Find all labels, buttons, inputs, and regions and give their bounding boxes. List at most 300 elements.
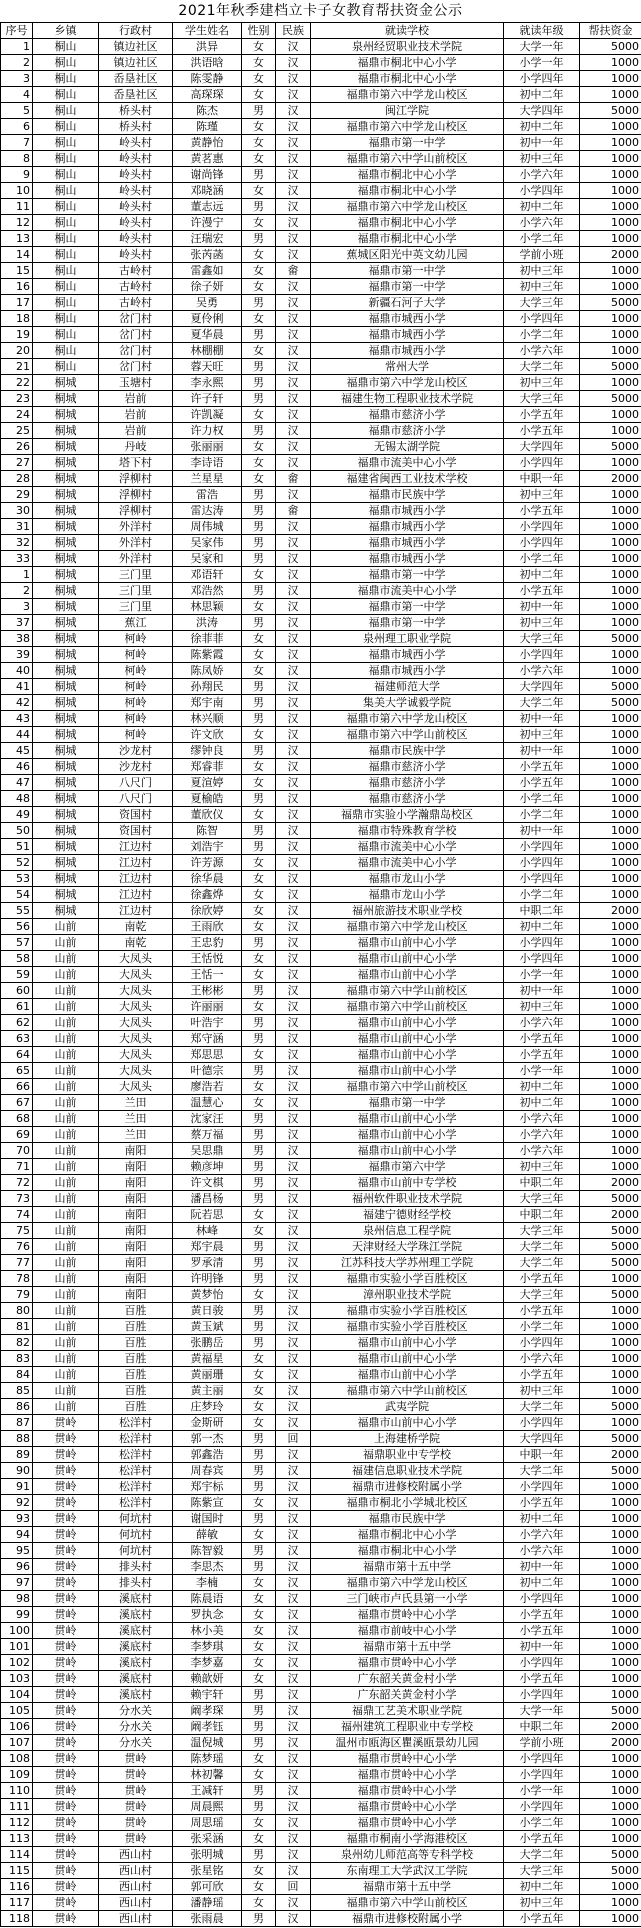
cell-township: 桐城 [33,775,99,791]
cell-gender: 男 [242,1847,276,1863]
cell-gender: 男 [242,487,276,503]
cell-student-name: 陈紫宣 [173,1495,242,1511]
table-row [1,1607,641,1623]
cell-ethnicity: 汉 [276,167,311,183]
cell-student-name: 罗执念 [173,1607,242,1623]
cell-village: 八尺门 [99,791,173,807]
cell-gender: 男 [242,295,276,311]
cell-index: 108 [1,1751,33,1767]
cell-ethnicity: 汉 [276,807,311,823]
cell-index: 50 [1,823,33,839]
cell-student-name: 蔡万福 [173,1127,242,1143]
cell-village: 岭头村 [99,215,173,231]
cell-village: 南阳 [99,1287,173,1303]
cell-student-name: 张鹏岳 [173,1335,242,1351]
cell-township: 山前 [33,983,99,999]
cell-amount: 1000 [580,871,641,887]
table-row [1,1287,641,1303]
cell-index: 45 [1,743,33,759]
cell-village: 贯岭 [99,1767,173,1783]
cell-ethnicity: 回 [276,1879,311,1895]
cell-gender: 女 [242,727,276,743]
cell-school: 福鼎市龙山小学 [311,871,504,887]
cell-grade: 中职二年 [504,1175,580,1191]
cell-amount: 2000 [580,247,641,263]
cell-township: 桐山 [33,279,99,295]
table-row [1,999,641,1015]
cell-school: 泉州幼儿师范高等专科学校 [311,1847,504,1863]
cell-student-name: 郑宇标 [173,1479,242,1495]
cell-amount: 5000 [580,103,641,119]
cell-index: 38 [1,631,33,647]
cell-village: 古岭村 [99,295,173,311]
cell-amount: 1000 [580,1079,641,1095]
cell-gender: 女 [242,1879,276,1895]
cell-ethnicity: 汉 [276,599,311,615]
cell-school: 福鼎市山前中心小学 [311,951,504,967]
table-row [1,679,641,695]
cell-village: 柯岭 [99,727,173,743]
cell-amount: 1000 [580,1303,641,1319]
cell-amount: 1000 [580,951,641,967]
cell-school: 福鼎市第六中学山前校区 [311,1895,504,1911]
cell-grade: 大学四年 [504,679,580,695]
table-row [1,1223,641,1239]
cell-student-name: 张丽丽 [173,439,242,455]
cell-ethnicity: 汉 [276,1655,311,1671]
cell-index: 4 [1,87,33,103]
cell-amount: 5000 [580,1431,641,1447]
cell-student-name: 雷浩 [173,487,242,503]
cell-index: 61 [1,999,33,1015]
cell-student-name: 陈智毅 [173,1543,242,1559]
cell-gender: 男 [242,1431,276,1447]
cell-township: 桐山 [33,311,99,327]
cell-student-name: 雷达涛 [173,503,242,519]
cell-school: 福鼎市民族中学 [311,743,504,759]
cell-student-name: 叶浩宇 [173,1015,242,1031]
cell-ethnicity: 汉 [276,343,311,359]
cell-school: 福鼎市流美中心小学 [311,855,504,871]
cell-ethnicity: 汉 [276,1703,311,1719]
cell-amount: 1000 [580,151,641,167]
table-row [1,855,641,871]
cell-grade: 小学五年 [504,1271,580,1287]
cell-school: 广东韶关黄金村小学 [311,1687,504,1703]
cell-student-name: 周晨熙 [173,1799,242,1815]
cell-grade: 大学三年 [504,295,580,311]
cell-village: 岔门村 [99,343,173,359]
cell-student-name: 赖宇轩 [173,1687,242,1703]
cell-gender: 女 [242,1655,276,1671]
cell-index: 25 [1,423,33,439]
table-row [1,967,641,983]
cell-grade: 中职一年 [504,1447,580,1463]
cell-index: 54 [1,887,33,903]
cell-index: 6 [1,119,33,135]
cell-school: 福鼎市贯岭中心小学 [311,1607,504,1623]
cell-village: 溪底村 [99,1655,173,1671]
cell-village: 百胜 [99,1303,173,1319]
table-row [1,39,641,55]
table-row [1,1815,641,1831]
table-row [1,1079,641,1095]
cell-township: 贯岭 [33,1575,99,1591]
cell-student-name: 夏华晨 [173,327,242,343]
cell-amount: 1000 [580,887,641,903]
cell-township: 桐城 [33,727,99,743]
cell-village: 溪底村 [99,1639,173,1655]
cell-gender: 男 [242,199,276,215]
cell-student-name: 徐欣婷 [173,903,242,919]
cell-amount: 1000 [580,727,641,743]
cell-grade: 小学二年 [504,231,580,247]
cell-gender: 男 [242,391,276,407]
cell-student-name: 夏渲婷 [173,775,242,791]
cell-amount: 1000 [580,1367,641,1383]
cell-student-name: 兰星星 [173,471,242,487]
cell-gender: 女 [242,775,276,791]
cell-township: 桐城 [33,503,99,519]
cell-grade: 小学二年 [504,887,580,903]
cell-village: 大凤头 [99,1047,173,1063]
cell-index: 62 [1,1015,33,1031]
cell-gender: 男 [242,231,276,247]
cell-village: 三门里 [99,583,173,599]
cell-ethnicity: 畲 [276,263,311,279]
cell-gender: 男 [242,1031,276,1047]
cell-school: 福鼎工艺美术职业学院 [311,1703,504,1719]
cell-grade: 小学一年 [504,1063,580,1079]
cell-school: 福鼎市第六中学龙山校区 [311,375,504,391]
cell-school: 福鼎市第六中学龙山校区 [311,119,504,135]
cell-township: 山前 [33,1399,99,1415]
cell-gender: 女 [242,471,276,487]
cell-township: 贯岭 [33,1735,99,1751]
cell-village: 兰田 [99,1127,173,1143]
table-row [1,423,641,439]
cell-index: 17 [1,295,33,311]
cell-gender: 女 [242,1367,276,1383]
cell-grade: 大学一年 [504,39,580,55]
table-row [1,1591,641,1607]
cell-gender: 男 [242,1543,276,1559]
cell-village: 岔门村 [99,311,173,327]
cell-grade: 小学五年 [504,423,580,439]
cell-index: 70 [1,1143,33,1159]
cell-village: 百胜 [99,1335,173,1351]
cell-gender: 男 [242,1191,276,1207]
table-row [1,1447,641,1463]
cell-gender: 男 [242,1175,276,1191]
cell-index: 65 [1,1063,33,1079]
col-header-ethnicity: 民族 [276,23,311,39]
cell-amount: 2000 [580,1175,641,1191]
cell-amount: 1000 [580,1015,641,1031]
cell-student-name: 缪钟良 [173,743,242,759]
cell-township: 山前 [33,1335,99,1351]
cell-ethnicity: 汉 [276,743,311,759]
cell-gender: 男 [242,167,276,183]
cell-grade: 小学四年 [504,1591,580,1607]
cell-student-name: 李梦琪 [173,1639,242,1655]
cell-grade: 初中三年 [504,727,580,743]
cell-village: 桥头村 [99,119,173,135]
cell-township: 桐城 [33,807,99,823]
cell-index: 109 [1,1767,33,1783]
table-row [1,87,641,103]
cell-grade: 小学六年 [504,1351,580,1367]
cell-ethnicity: 汉 [276,151,311,167]
cell-ethnicity: 汉 [276,1911,311,1927]
cell-gender: 男 [242,935,276,951]
cell-index: 64 [1,1047,33,1063]
cell-village: 浮柳村 [99,503,173,519]
cell-school: 福鼎市第一中学 [311,615,504,631]
table-row [1,1351,641,1367]
cell-township: 贯岭 [33,1783,99,1799]
cell-index: 31 [1,519,33,535]
cell-ethnicity: 汉 [276,775,311,791]
cell-grade: 小学五年 [504,1367,580,1383]
cell-student-name: 许力权 [173,423,242,439]
cell-amount: 1000 [580,1351,641,1367]
cell-ethnicity: 汉 [276,823,311,839]
table-row [1,1879,641,1895]
cell-gender: 女 [242,567,276,583]
cell-township: 桐山 [33,263,99,279]
cell-student-name: 林棚棚 [173,343,242,359]
cell-grade: 初中二年 [504,1575,580,1591]
cell-gender: 男 [242,423,276,439]
cell-amount: 1000 [580,1879,641,1895]
cell-gender: 女 [242,71,276,87]
cell-grade: 小学六年 [504,1111,580,1127]
cell-amount: 1000 [580,1655,641,1671]
cell-amount: 1000 [580,1047,641,1063]
cell-school: 福鼎市第十五中学 [311,1559,504,1575]
cell-student-name: 林小美 [173,1623,242,1639]
cell-amount: 5000 [580,391,641,407]
cell-grade: 初中一年 [504,983,580,999]
cell-gender: 男 [242,791,276,807]
col-header-student-name: 学生姓名 [173,23,242,39]
cell-gender: 女 [242,1223,276,1239]
cell-ethnicity: 汉 [276,1351,311,1367]
table-row [1,615,641,631]
cell-ethnicity: 汉 [276,1623,311,1639]
cell-index: 91 [1,1479,33,1495]
cell-gender: 男 [242,615,276,631]
table-row [1,1767,641,1783]
cell-amount: 1000 [580,1911,641,1927]
table-row [1,1751,641,1767]
cell-gender: 男 [242,1703,276,1719]
cell-village: 松洋村 [99,1479,173,1495]
cell-school: 福鼎市山前中心小学 [311,1047,504,1063]
cell-grade: 初中三年 [504,1383,580,1399]
cell-township: 贯岭 [33,1671,99,1687]
cell-school: 福建省闽西工业技术学校 [311,471,504,487]
table-row [1,1415,641,1431]
cell-student-name: 谢尚锋 [173,167,242,183]
cell-school: 福鼎市第一中学 [311,135,504,151]
cell-ethnicity: 汉 [276,1575,311,1591]
table-row [1,327,641,343]
cell-grade: 大学三年 [504,1191,580,1207]
cell-amount: 1000 [580,1111,641,1127]
cell-amount: 1000 [580,1815,641,1831]
cell-grade: 小学四年 [504,1767,580,1783]
cell-village: 浮柳村 [99,487,173,503]
cell-grade: 小学五年 [504,759,580,775]
cell-gender: 女 [242,1623,276,1639]
cell-township: 桐城 [33,599,99,615]
cell-school: 福鼎市慈济小学 [311,775,504,791]
cell-amount: 1000 [580,1335,641,1351]
cell-index: 58 [1,951,33,967]
cell-township: 桐山 [33,343,99,359]
cell-township: 贯岭 [33,1447,99,1463]
cell-township: 贯岭 [33,1879,99,1895]
cell-township: 贯岭 [33,1703,99,1719]
cell-student-name: 雷鑫如 [173,263,242,279]
cell-township: 桐城 [33,647,99,663]
cell-amount: 5000 [580,1223,641,1239]
table-row [1,1159,641,1175]
col-header-index: 序号 [1,23,33,39]
cell-village: 南阳 [99,1143,173,1159]
cell-student-name: 郑睿菲 [173,759,242,775]
cell-student-name: 张芮菡 [173,247,242,263]
cell-grade: 小学二年 [504,327,580,343]
cell-index: 46 [1,759,33,775]
cell-gender: 女 [242,647,276,663]
cell-school: 福鼎市山前中心小学 [311,1063,504,1079]
cell-ethnicity: 汉 [276,1751,311,1767]
cell-school: 上海建桥学院 [311,1431,504,1447]
cell-gender: 女 [242,55,276,71]
cell-grade: 小学四年 [504,1799,580,1815]
cell-township: 贯岭 [33,1911,99,1927]
cell-ethnicity: 汉 [276,1815,311,1831]
cell-grade: 初中三年 [504,263,580,279]
cell-school: 福鼎市流美中心小学 [311,839,504,855]
table-row [1,583,641,599]
table-row [1,1719,641,1735]
cell-student-name: 吴思鼎 [173,1143,242,1159]
cell-township: 贯岭 [33,1607,99,1623]
cell-amount: 1000 [580,711,641,727]
cell-school: 福鼎市慈济小学 [311,759,504,775]
cell-township: 山前 [33,1383,99,1399]
cell-township: 桐山 [33,327,99,343]
cell-ethnicity: 汉 [276,1255,311,1271]
col-header-township: 乡镇 [33,23,99,39]
cell-grade: 小学五年 [504,1031,580,1047]
cell-ethnicity: 汉 [276,1335,311,1351]
cell-student-name: 黄日骏 [173,1303,242,1319]
cell-township: 桐山 [33,87,99,103]
table-row [1,71,641,87]
cell-student-name: 黄玉斌 [173,1319,242,1335]
cell-township: 贯岭 [33,1479,99,1495]
table-row [1,263,641,279]
cell-grade: 小学五年 [504,1495,580,1511]
cell-school: 福建信息职业技术学院 [311,1463,504,1479]
cell-school: 武夷学院 [311,1399,504,1415]
cell-grade: 大学三年 [504,631,580,647]
cell-school: 福鼎市贯岭中心小学 [311,1799,504,1815]
cell-grade: 小学六年 [504,663,580,679]
cell-grade: 初中二年 [504,1511,580,1527]
cell-grade: 小学二年 [504,1815,580,1831]
cell-student-name: 孙翔民 [173,679,242,695]
cell-index: 13 [1,231,33,247]
cell-village: 外洋村 [99,551,173,567]
cell-village: 分水关 [99,1719,173,1735]
cell-index: 105 [1,1703,33,1719]
cell-gender: 女 [242,1767,276,1783]
cell-ethnicity: 汉 [276,631,311,647]
cell-school: 漳州职业技术学院 [311,1287,504,1303]
cell-student-name: 洪涛 [173,615,242,631]
table-row [1,1559,641,1575]
cell-village: 百胜 [99,1383,173,1399]
cell-student-name: 郭可欣 [173,1879,242,1895]
table-row [1,1319,641,1335]
cell-student-name: 许文棋 [173,1175,242,1191]
cell-amount: 1000 [580,535,641,551]
cell-grade: 小学六年 [504,1527,580,1543]
cell-amount: 1000 [580,1559,641,1575]
cell-index: 22 [1,375,33,391]
cell-gender: 女 [242,887,276,903]
cell-school: 福鼎市第六中学山前校区 [311,727,504,743]
cell-amount: 1000 [580,311,641,327]
cell-village: 江边村 [99,871,173,887]
cell-student-name: 郑思思 [173,1047,242,1063]
cell-ethnicity: 汉 [276,1047,311,1063]
cell-grade: 小学四年 [504,1479,580,1495]
cell-amount: 1000 [580,1127,641,1143]
cell-gender: 女 [242,759,276,775]
cell-township: 桐城 [33,583,99,599]
cell-student-name: 郑守涵 [173,1031,242,1047]
cell-index: 21 [1,359,33,375]
cell-village: 溪底村 [99,1671,173,1687]
cell-school: 福鼎市第六中学龙山校区 [311,1575,504,1591]
cell-index: 69 [1,1127,33,1143]
cell-grade: 大学二年 [504,359,580,375]
cell-student-name: 郭一杰 [173,1431,242,1447]
cell-gender: 男 [242,519,276,535]
cell-gender: 女 [242,807,276,823]
cell-amount: 1000 [580,1415,641,1431]
cell-student-name: 董志远 [173,199,242,215]
cell-student-name: 陈智 [173,823,242,839]
cell-amount: 1000 [580,1831,641,1847]
cell-school: 福鼎市流美中心小学 [311,455,504,471]
cell-student-name: 郑宇晨 [173,1239,242,1255]
cell-gender: 男 [242,1143,276,1159]
cell-index: 96 [1,1559,33,1575]
cell-ethnicity: 汉 [276,727,311,743]
cell-village: 大凤头 [99,983,173,999]
cell-village: 贯岭 [99,1783,173,1799]
cell-school: 福鼎市第六中学山前校区 [311,999,504,1015]
table-row [1,567,641,583]
